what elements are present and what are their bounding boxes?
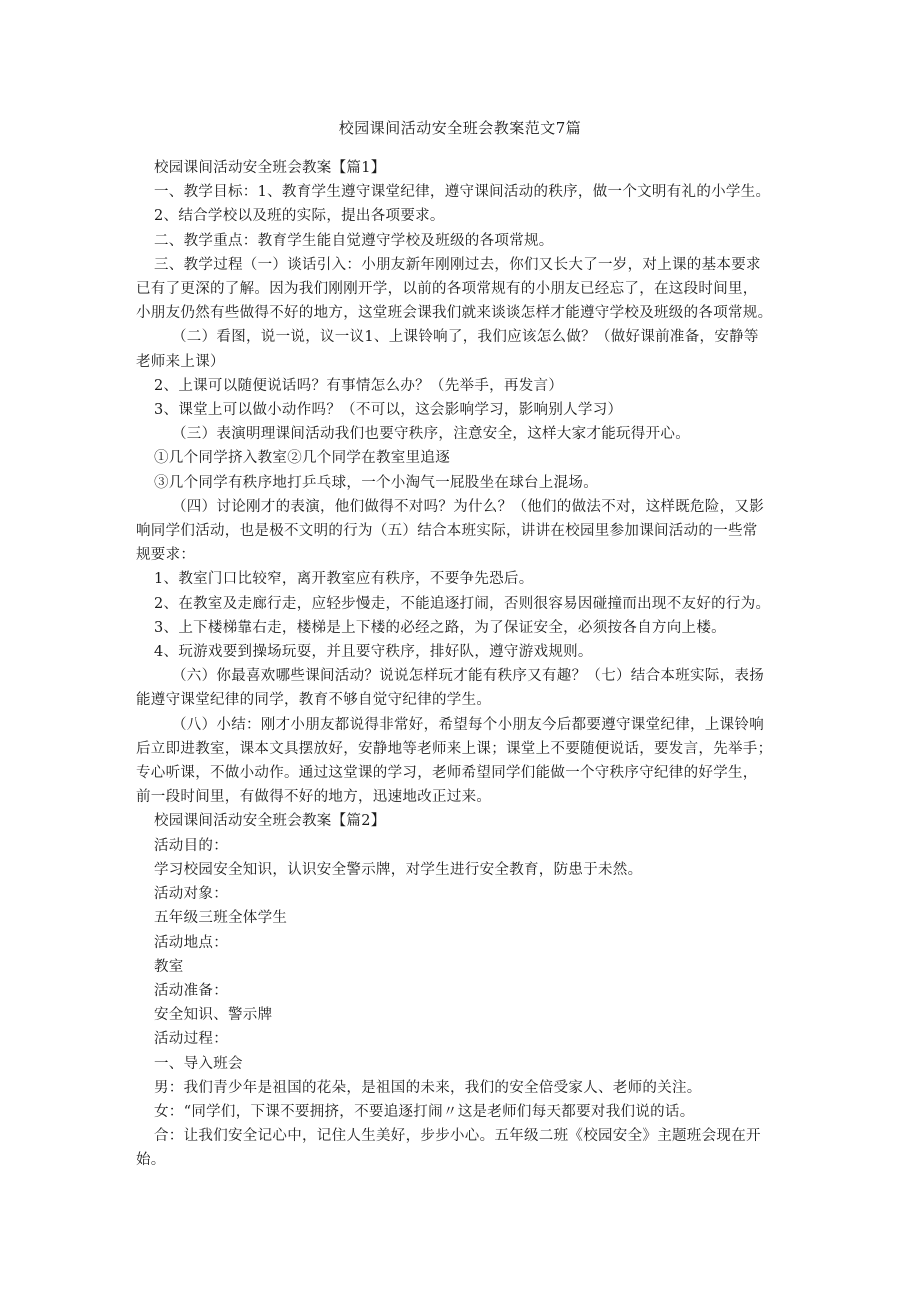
document-title: 校园课间活动安全班会教案范文7篇 (338, 119, 582, 137)
paragraph-line: 2、在教室及走廊行走，应轻步慢走，不能追逐打闹，否则很容易因碰撞而出现不友好的行为。 (154, 595, 771, 612)
paragraph-line: 能遵守课堂纪律的同学，教育不够自觉守纪律的学生。 (136, 692, 492, 709)
document-body (136, 156, 798, 1173)
paragraph-line: 1、教室门口比较窄，离开教室应有秩序，不要争先恐后。 (154, 571, 534, 588)
paragraph-line: 始。 (136, 1152, 166, 1169)
paragraph-line: 安全知识、警示牌 (154, 1007, 273, 1024)
paragraph-line: ①几个同学挤入教室②几个同学在教室里追逐 (154, 450, 450, 467)
paragraph-line: 活动过程： (154, 1031, 228, 1048)
paragraph-line: （三）表演明理课间活动我们也要守秩序，注意安全，这样大家才能玩得开心。 (172, 426, 690, 443)
paragraph-line: 二、教学重点：教育学生能自觉遵守学校及班级的各项常规。 (154, 232, 554, 249)
paragraph-line: 4、玩游戏要到操场玩耍，并且要守秩序，排好队，遵守游戏规则。 (154, 644, 593, 661)
paragraph-line: 2、上课可以随便说话吗？有事情怎么办？（先举手，再发言） (154, 377, 564, 394)
paragraph-line: 三、教学过程（一）谈话引入：小朋友新年刚刚过去，你们又长大了一岁，对上课的基本要求 (154, 256, 761, 273)
paragraph-line: 活动地点： (154, 934, 228, 951)
paragraph-line: 后立即进教室，课本文具摆放好，安静地等老师来上课；课堂上不要随便说话，要发言，先举手； (136, 740, 773, 757)
paragraph-line: 老师来上课） (136, 353, 225, 370)
paragraph-line: 活动目的： (154, 837, 228, 854)
paragraph-line: 五年级三班全体学生 (154, 910, 288, 927)
paragraph-line: 活动准备： (154, 982, 228, 999)
paragraph-line: 3、课堂上可以做小动作吗？（不可以，这会影响学习，影响别人学习） (154, 402, 623, 419)
paragraph-line: ③几个同学有秩序地打乒乓球，一个小淘气一屁股坐在球台上混场。 (154, 474, 598, 491)
section-heading-1: 校园课间活动安全班会教案【篇1】 (154, 160, 386, 176)
paragraph-line: 响同学们活动，也是极不文明的行为（五）结合本班实际，讲讲在校园里参加课间活动的一些常 (136, 523, 758, 540)
paragraph-line: 学习校园安全知识，认识安全警示牌，对学生进行安全教育，防患于未然。 (154, 861, 643, 878)
paragraph-line: 专心听课，不做小动作。通过这堂课的学习，老师希望同学们能做一个守秩序守纪律的好学生， (136, 765, 758, 782)
paragraph-line: 活动对象： (154, 886, 228, 903)
paragraph-line: 一、教学目标：1、教育学生遵守课堂纪律，遵守课间活动的秩序，做一个文明有礼的小学生。 (154, 184, 771, 201)
paragraph-line: 教室 (154, 958, 184, 975)
paragraph-line: 男：我们青少年是祖国的花朵，是祖国的未来，我们的安全倍受家人、老师的关注。 (154, 1079, 702, 1096)
paragraph-line: 女：“同学们，下课不要拥挤，不要追逐打闹〃这是老师们每天都要对我们说的话。 (154, 1103, 695, 1120)
paragraph-line: 合：让我们安全记心中，记住人生美好，步步小心。五年级二班《校园安全》主题班会现在开 (154, 1128, 761, 1145)
paragraph-line: 规要求： (136, 547, 196, 564)
paragraph-line: （八）小结：刚才小朋友都说得非常好，希望每个小朋友今后都要遵守课堂纪律，上课铃响 (172, 716, 764, 733)
paragraph-line: 2、结合学校以及班的实际，提出各项要求。 (154, 208, 445, 225)
paragraph-line: 小朋友仍然有些做得不好的地方，这堂班会课我们就来谈谈怎样才能遵守学校及班级的各项常规。 (136, 305, 773, 322)
paragraph-line: （四）讨论刚才的表演，他们做得不对吗？为什么？（他们的做法不对，这样既危险，又影 (172, 498, 764, 515)
paragraph-line: 一、导入班会 (154, 1055, 243, 1072)
section-heading-2: 校园课间活动安全班会教案【篇2】 (154, 813, 386, 830)
paragraph-line: 已有了更深的了解。因为我们刚刚开学，以前的各项常规有的小朋友已经忘了，在这段时间里， (136, 281, 758, 298)
paragraph-line: 3、上下楼梯靠右走，楼梯是上下楼的必经之路，为了保证安全，必须按各自方向上楼。 (154, 619, 726, 636)
paragraph-line: （六）你最喜欢哪些课间活动？说说怎样玩才能有秩序又有趣？（七）结合本班实际，表扬 (172, 668, 764, 685)
paragraph-line: 前一段时间里，有做得不好的地方，迅速地改正过来。 (136, 789, 492, 806)
paragraph-line: （二）看图，说一说，议一议1、上课铃响了，我们应该怎么做？（做好课前准备，安静等 (172, 329, 759, 346)
